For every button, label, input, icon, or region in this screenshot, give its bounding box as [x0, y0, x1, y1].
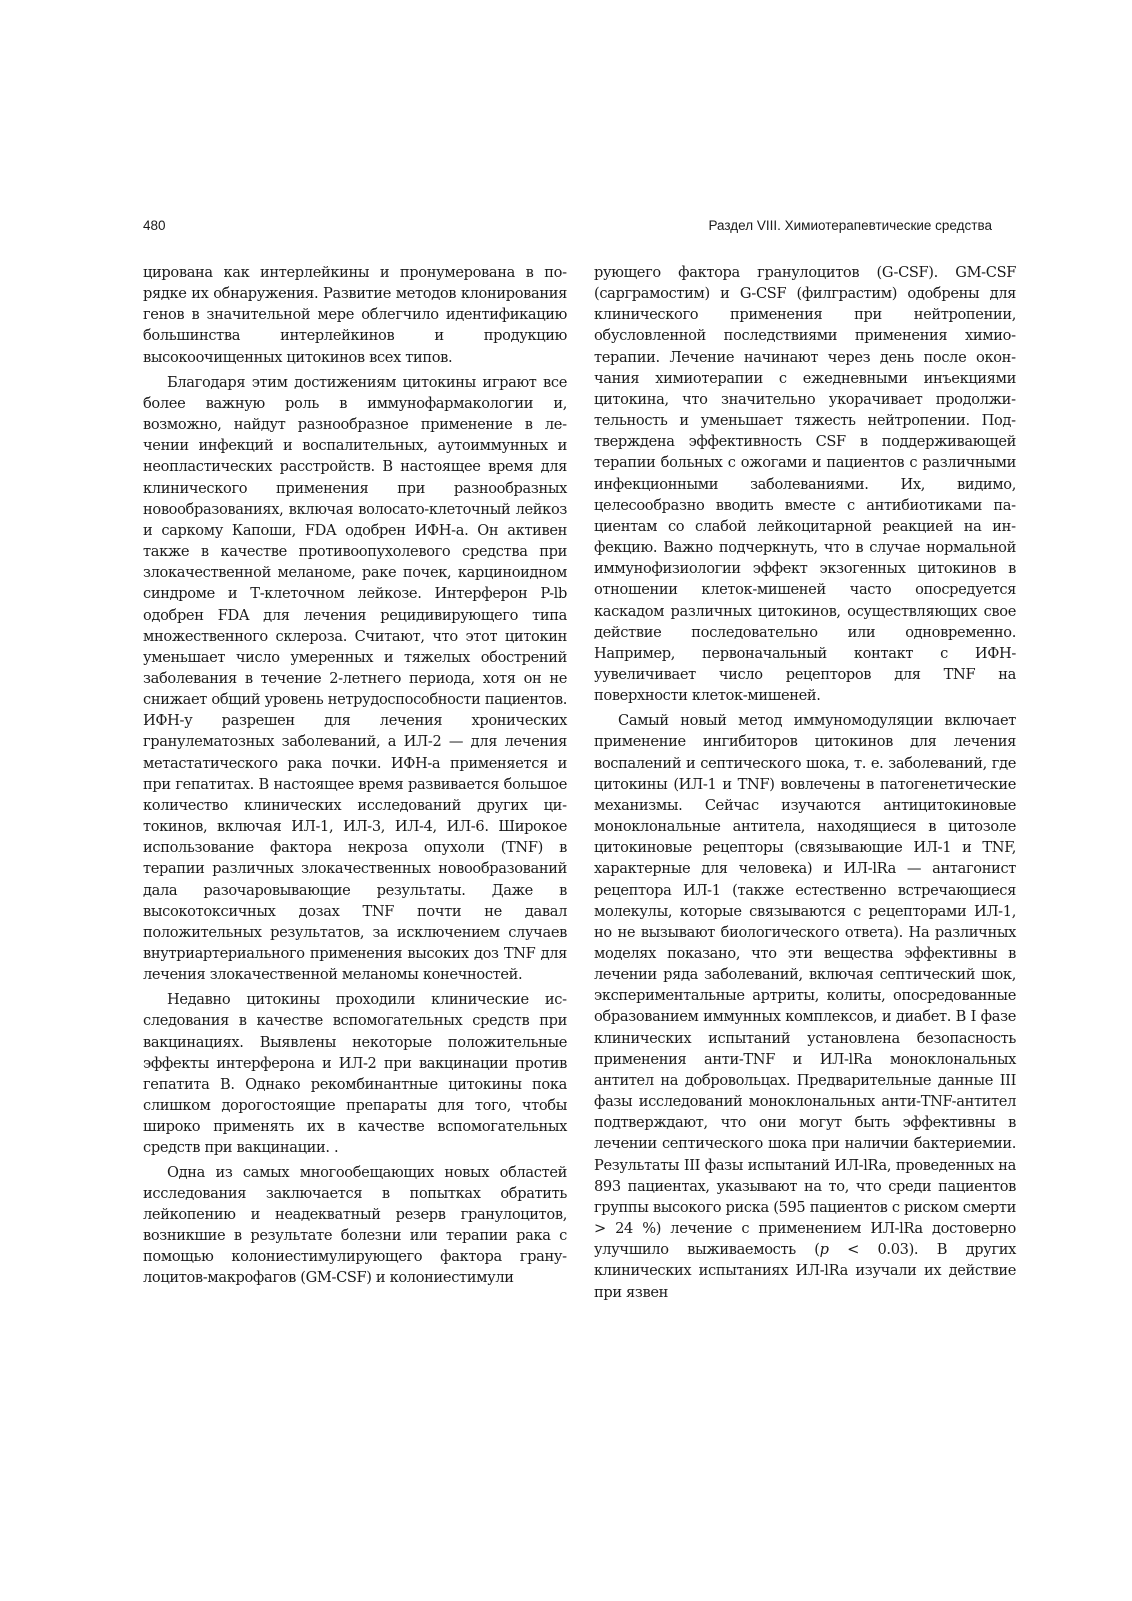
- paragraph: цирована как интерлейкины и пронумерована в порядке их обнаружения. Развитие методов клонирования генов в значительной мере облегчило идентификацию большинства интерлейкинов и продукцию высокоочищенных цитокинов всех типов.: [143, 264, 567, 366]
- paragraph-text-end: < 0.03). В других клинических испытаниях ИЛ-lRa изучали их действие при язвен: [594, 1241, 1016, 1301]
- left-column: [143, 262, 567, 1289]
- p-value-symbol: р: [819, 1241, 829, 1259]
- paragraph-text: Самый новый метод иммуномодуляции включает применение ингибиторов цитокинов для лечения воспалений и септического шока, т. е. заболеваний, где цитокины (ИЛ-1 и TNF) вовлечены в патогенетические механизмы. Сейчас изучаются антицитокиновые моноклональные антитела, находящиеся в цитозоле цитокиновые рецепторы (связывающие ИЛ-1 и TNF, характерные для человека) и ИЛ-lRa — антагонист рецептора ИЛ-1 (также естественно встречающиеся молекулы, которые связываются с рецепторами ИЛ-1, но не вызывают биологического ответа). На различных моделях показано, что эти вещества эффективны в лечении ряда заболеваний, включая септический шок, экспериментальные артриты, колиты, опосредованные образованием иммунных комплексов, и диабет. В I фазе клинических испытаний установлена безопасность применения анти-TNF и ИЛ-lRa моноклональных антител на добровольцах. Предварительные данные III фазы исследований моноклональных анти-TNF-антител подтверждают, что они могут быть эффективны в лечении септического шока при наличии бактериемии. Результаты III фазы испытаний ИЛ-lRa, проведенных на 893 пациентах, указывают на то, что среди пациентов группы высокого риска (595 пациентов с риском смерти > 24 %) лечение с применением ИЛ-lRa достоверно улучшило выживаемость (: [594, 712, 1016, 1259]
- right-column: [594, 262, 1016, 1303]
- paragraph: рующего фактора гранулоцитов (G-CSF). GM-CSF (сарграмостим) и G-CSF (филграстим) одобрены для клинического применения при нейтропении, обусловленной последствиями применения химиотерапии. Лечение начинают через день после окончания химиотерапии с ежедневными инъекциями цитокина, что значительно укорачивает продолжительность и уменьшает тяжесть нейтропении. Подтверждена эффективность CSF в поддерживающей терапии больных с ожогами и пациентов с различными инфекционными заболеваниями. Их, видимо, целесообразно вводить вместе с антибиотиками пациентам со слабой лейкоцитарной реакцией на инфекцию. Важно подчеркнуть, что в случае нормальной иммунофизиологии эффект экзогенных цитокинов в отношении клеток-мишеней часто опосредуется каскадом различных цитокинов, осуществляющих свое действие последовательно или одновременно. Например, первоначальный контакт с ИФН-уувеличивает число рецепторов для TNF на поверхности клеток-мишеней.: [594, 264, 1016, 705]
- paragraph: Одна из самых многообещающих новых областей исследования заключается в попытках обратить лейкопению и неадекватный резерв гранулоцитов, возникшие в результате болезни или терапии рака с помощью колониестимулирующего фактора гранулоцитов-макрофагов (GM-CSF) и колониестимули: [143, 1163, 567, 1287]
- running-head: [143, 218, 992, 238]
- paragraph: [594, 710, 1016, 1302]
- paragraph: Недавно цитокины проходили клинические исследования в качестве вспомогательных средств при вакцинациях. Выявлены некоторые положительные эффекты интерферона и ИЛ-2 при вакцинации против гепатита В. Однако рекомбинантные цитокины пока слишком дорогостоящие препараты для того, чтобы широко применять их в качестве вспомогательных средств при вакцинации. .: [143, 991, 567, 1157]
- section-title: Раздел VIII. Химиотерапевтические средства: [708, 218, 992, 233]
- paragraph: Благодаря этим достижениям цитокины играют все более важную роль в иммунофармакологии и, возможно, найдут разнообразное применение в лечении инфекций и воспалительных, аутоиммунных и неопластических расстройств. В настоящее время для клинического применения при разнообразных новообразованиях, включая волосато-клеточный лейкоз и саркому Капоши, FDA одобрен ИФН-а. Он активен также в качестве противоопухолевого средства при злокачественной меланоме, раке почек, карциноидном синдроме и Т-клеточном лейкозе. Интерферон P-lb одобрен FDA для лечения рецидивирующего типа множественного склероза. Считают, что этот цитокин уменьшает число умеренных и тяжелых обострений заболевания в течение 2-летнего периода, хотя он не снижает общий уровень нетрудоспособности пациентов. ИФН-у разрешен для лечения хронических гранулематозных заболеваний, а ИЛ-2 — для лечения метастатического рака почки. ИФН-а применяется и при гепатитах. В настоящее время развивается большое количество клинических исследований других цитокинов, включая ИЛ-1, ИЛ-3, ИЛ-4, ИЛ-6. Широкое использование фактора некроза опухоли (TNF) в терапии различных злокачественных новообразований дала разочаровывающие результаты. Даже в высокотоксичных дозах TNF почти не давал положительных результатов, за исключением случаев внутриартериального применения высоких доз TNF для лечения злокачественной меланомы конечностей.: [143, 373, 567, 984]
- page-number: 480: [143, 218, 166, 233]
